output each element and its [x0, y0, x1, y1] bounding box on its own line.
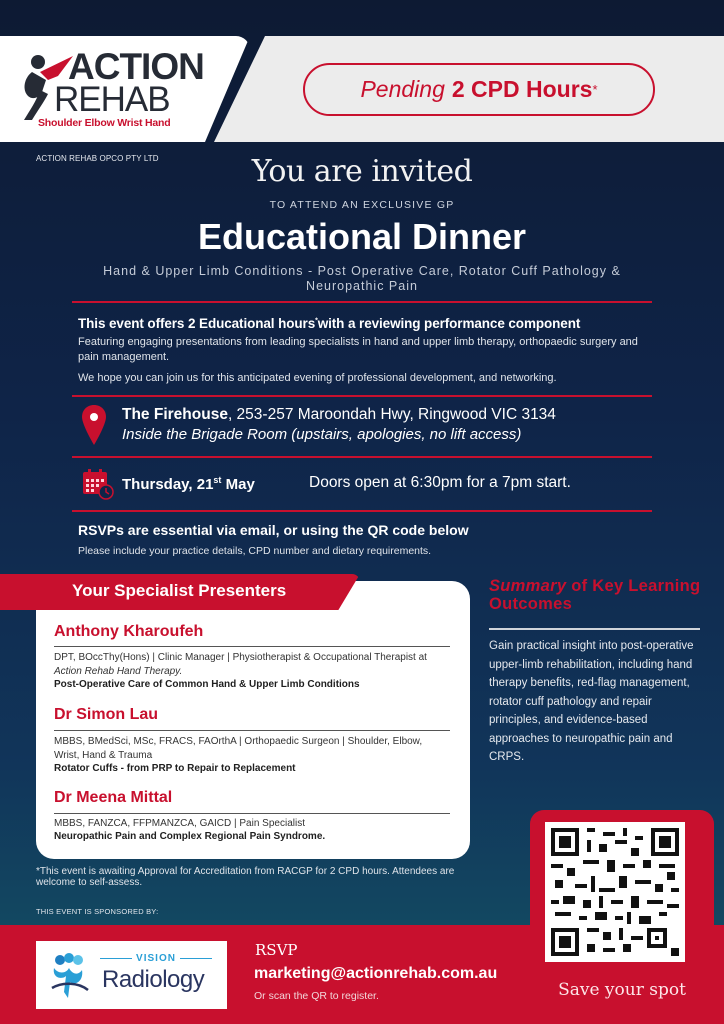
rsvp-email-link[interactable]: marketing@actionrehab.com.au	[254, 965, 498, 982]
presenter-divider	[54, 646, 450, 647]
cpd-hours: 2 CPD Hours	[451, 76, 593, 102]
offer-heading-sup: *	[315, 317, 318, 325]
date-day: Thursday, 21	[122, 476, 214, 493]
presenter-divider	[54, 813, 450, 814]
offer-heading	[78, 316, 580, 331]
save-spot-label: Save your spot	[558, 980, 686, 1000]
vision-radiology-people-icon	[48, 952, 90, 1000]
footer-rsvp-label: RSVP	[255, 941, 298, 959]
venue-note: Inside the Brigade Room (upstairs, apologies, no lift access)	[122, 426, 522, 443]
summary-heading-rest: of Key Learning Outcomes	[489, 577, 701, 613]
divider	[72, 510, 652, 512]
logo-tagline: Shoulder Elbow Wrist Hand	[38, 117, 171, 129]
divider	[72, 456, 652, 458]
cpd-prefix: Pending	[360, 76, 445, 102]
presenter-clinic: Action Rehab Hand Therapy.	[54, 666, 183, 677]
summary-heading	[489, 577, 709, 613]
accreditation-footnote: *This event is awaiting Approval for Accreditation from RACGP for 2 CPD hours. Attendees are welcome to self-assess.	[36, 866, 455, 888]
presenter-credentials-text: DPT, BOccThy(Hons) | Clinic Manager | Physiotherapist & Occupational Therapist at	[54, 652, 427, 663]
presenter-topic: Post-Operative Care of Common Hand & Upper Limb Conditions	[54, 679, 360, 690]
scan-note: Or scan the QR to register.	[254, 990, 379, 1002]
presenter-topic: Neuropathic Pain and Complex Regional Pain Syndrome.	[54, 831, 326, 842]
rsvp-heading: RSVPs are essential via email, or using the QR code below	[78, 522, 469, 538]
summary-body: Gain practical insight into post-operative upper-limb rehabilitation, including hand therapy benefits, red-flag management, rotator cuff pathology and repair principles, and evidence-based approaches to neuropathic pain and CRPS.	[489, 640, 694, 763]
sponsored-label: THIS EVENT IS SPONSORED BY:	[36, 907, 159, 916]
cpd-badge	[303, 63, 655, 116]
presenter-name: Anthony Kharoufeh	[54, 623, 204, 640]
divider	[72, 301, 652, 303]
summary-divider	[489, 628, 700, 630]
presenter-divider	[54, 730, 450, 731]
presenter-credentials: MBBS, BMedSci, MSc, FRACS, FAOrthA | Orthopaedic Surgeon | Shoulder, Elbow, Wrist, Hand & Trauma	[54, 736, 423, 761]
qr-code-icon[interactable]	[551, 828, 679, 956]
venue-name: The Firehouse	[122, 406, 228, 423]
presenter-topic: Rotator Cuffs - from PRP to Repair to Replacement	[54, 763, 296, 774]
summary-heading-italic: Summary	[489, 577, 567, 595]
sponsor-top-label: VISION	[136, 953, 176, 964]
divider	[72, 395, 652, 397]
rsvp-note: Please include your practice details, CPD number and dietary requirements.	[78, 545, 432, 557]
date-month: May	[221, 476, 255, 493]
offer-heading-a: This event offers 2 Educational hours	[78, 316, 316, 331]
date-sup: st	[213, 475, 222, 485]
presenters-heading: Your Specialist Presenters	[72, 581, 287, 600]
page-subtitle: Hand & Upper Limb Conditions - Post Operative Care, Rotator Cuff Pathology & Neuropathic Pain	[103, 264, 621, 293]
map-pin-icon	[82, 405, 106, 445]
logo-action-text: ACTION	[68, 46, 204, 87]
sponsor-vision-text	[100, 953, 212, 964]
presenter-name: Dr Simon Lau	[54, 706, 159, 723]
event-date	[122, 475, 255, 493]
venue-address	[122, 406, 556, 424]
presenter-name: Dr Meena Mittal	[54, 789, 173, 806]
calendar-clock-icon	[82, 468, 114, 500]
venue-street: , 253-257 Maroondah Hwy, Ringwood VIC 3134	[227, 406, 556, 423]
presenter-credentials	[54, 651, 450, 679]
cpd-asterisk: *	[592, 82, 598, 97]
sponsor-name: Radiology	[102, 966, 205, 993]
logo-rehab-text: REHAB	[54, 80, 170, 119]
invited-heading: You are invited	[251, 154, 473, 189]
offer-heading-b: with a reviewing performance component	[317, 316, 581, 331]
offer-invitation: We hope you can join us for this anticipated evening of professional development, and networking.	[78, 372, 557, 384]
page-title: Educational Dinner	[197, 216, 527, 257]
attend-label: TO ATTEND AN EXCLUSIVE GP	[269, 199, 455, 211]
company-name: ACTION REHAB OPCO PTY LTD	[36, 154, 159, 163]
doors-open-time: Doors open at 6:30pm for a 7pm start.	[309, 474, 571, 491]
presenter-credentials: MBBS, FANZCA, FFPMANZCA, GAICD | Pain Specialist	[54, 818, 305, 829]
offer-description: Featuring engaging presentations from leading specialists in hand and upper limb therapy, orthopaedic surgery and pain management.	[78, 336, 638, 363]
